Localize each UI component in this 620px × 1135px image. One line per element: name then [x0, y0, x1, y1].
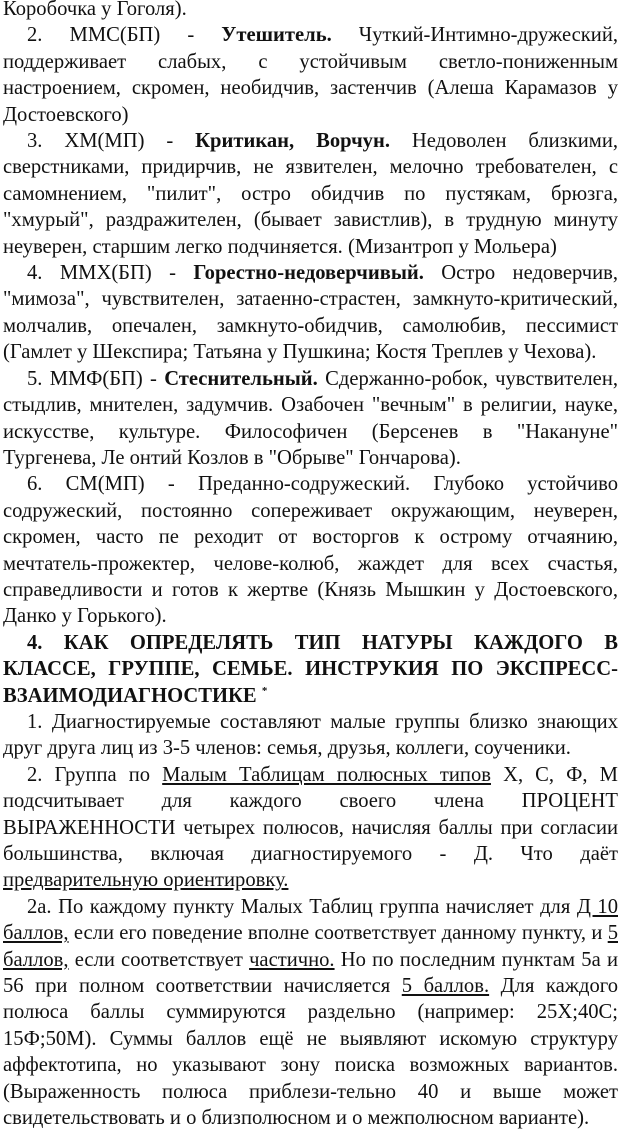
section-heading-text: 4. КАК ОПРЕДЕЛЯТЬ ТИП НАТУРЫ КАЖДОГО В КЛАССЕ, ГРУППЕ, СЕМЬЕ. ИНСТРУКИЯ ПО ЭКСПРЕСС-ВЗАИМОДИАГНОСТИКЕ: [3, 631, 618, 707]
underlined-term: 5 баллов.: [401, 975, 490, 998]
instruction-text: X, С, Ф, М подсчитывает для каждого своего члена ПРОЦЕНТ ВЫРАЖЕННОСТИ четырех полюсов, начисляя баллы при согласии большинства, включая диагностируемого - Д. Что даёт: [3, 763, 618, 865]
underlined-term: 5 баллов,: [3, 922, 618, 971]
type-title: Стеснительный.: [164, 367, 318, 390]
underlined-term: Д 10 баллов,: [3, 895, 618, 945]
section-heading: [3, 630, 618, 709]
instruction-2: [3, 762, 618, 894]
paragraph-type-6: 6. СМ(МП) - Преданно-содружеский. Глубоко устойчиво содружеский, постоянно сопереживает окружающим, неуверен, скромен, часто пе реходит от восторгов к острому отчаянию, мечтатель-прожектер, челове-колюб, жаждет для всех счастья, справедливости и готов к жертве (Князь Мышкин у Достоевского, Данко у Горького).: [3, 473, 618, 628]
paragraph-type-2: [3, 22, 618, 128]
underlined-term: частично.: [249, 948, 335, 971]
paragraph-type-3: [3, 128, 618, 260]
type-title: Горестно-недоверчивый.: [193, 262, 424, 285]
type-code: 2. ММС(БП) -: [27, 24, 222, 47]
instruction-text: 2. Группа по: [27, 763, 163, 786]
instruction-1: 1. Диагностируемые составляют малые группы близко знающих друг друга лиц из 3-5 членов: семья, друзья, коллеги, соученики.: [3, 710, 618, 760]
type-title: Критикан, Ворчун.: [195, 130, 390, 153]
footnote-marker: *: [261, 684, 268, 697]
paragraph-continuation: Коробочка у Гоголя).: [3, 0, 187, 20]
instruction-text: 2а. По каждому пункту Малых Таблиц группа начисляет для: [27, 895, 577, 918]
type-title: Утешитель.: [221, 24, 332, 47]
underlined-term: предварительную ориентировку.: [3, 869, 289, 892]
underlined-term: Малым Таблицам полюсных типов: [162, 763, 491, 786]
type-code: 3. ХМ(МП) -: [27, 130, 196, 153]
type-description: Недоволен близкими, сверстниками, придирчив, не язвителен, мелочно требователен, с самомнением, "пилит", остро обидчив по пустякам, брюзга, "хмурый", раздражителен, (бывает завистлив), в трудную минуту неуверен, старшим легко подчиняется. (Мизантроп у Мольера): [3, 130, 618, 258]
paragraph-type-4: [3, 260, 618, 366]
type-code: 5. ММФ(БП) -: [27, 367, 165, 390]
paragraph-type-5: [3, 366, 618, 472]
instruction-text: если его поведение вполне соответствует данному пункту, и: [68, 922, 608, 945]
instruction-2a: [3, 894, 618, 1132]
type-description: Сдержанно-робок, чувствителен, стыдлив, мнителен, задумчив. Озабочен "вечным" в религии, науке, искусстве, культуре. Философичен (Берсенев в "Накануне" Тургенева, Ле онтий Козлов в "Обрыве" Гончарова).: [3, 367, 618, 469]
type-description: Остро недоверчив, "мимоза", чувствителен, затаенно-страстен, замкнуто-критический, молчалив, опечален, замкнуто-обидчив, самолюбив, пессимист (Гамлет у Шекспира; Татьяна у Пушкина; Костя Треплев у Чехова).: [3, 262, 618, 364]
instruction-text: Для каждого полюса баллы суммируются раздельно (например: 25Х;40С; 15Ф;50М). Суммы баллов ещё не выявляют искомую структуру аффектотипа, но указывают зону поиска возможных вариантов. (Выраженность полюса приблези-тельно 40 и выше может свидетельствовать и о близполюсном и о межполюсном варианте).: [3, 975, 619, 1130]
type-description: Чуткий-Интимно-дружеский, поддерживает слабых, с устойчивым светло-пониженным настроением, скромен, необидчив, застенчив (Алеша Карамазов у Достоевского): [3, 24, 618, 126]
instruction-text: если соответствует: [68, 948, 250, 971]
instruction-text: Но по последним пунктам 5а и 56 при полном соответствии начисляется: [3, 948, 618, 998]
type-code: 4. ММХ(БП) -: [27, 262, 194, 285]
